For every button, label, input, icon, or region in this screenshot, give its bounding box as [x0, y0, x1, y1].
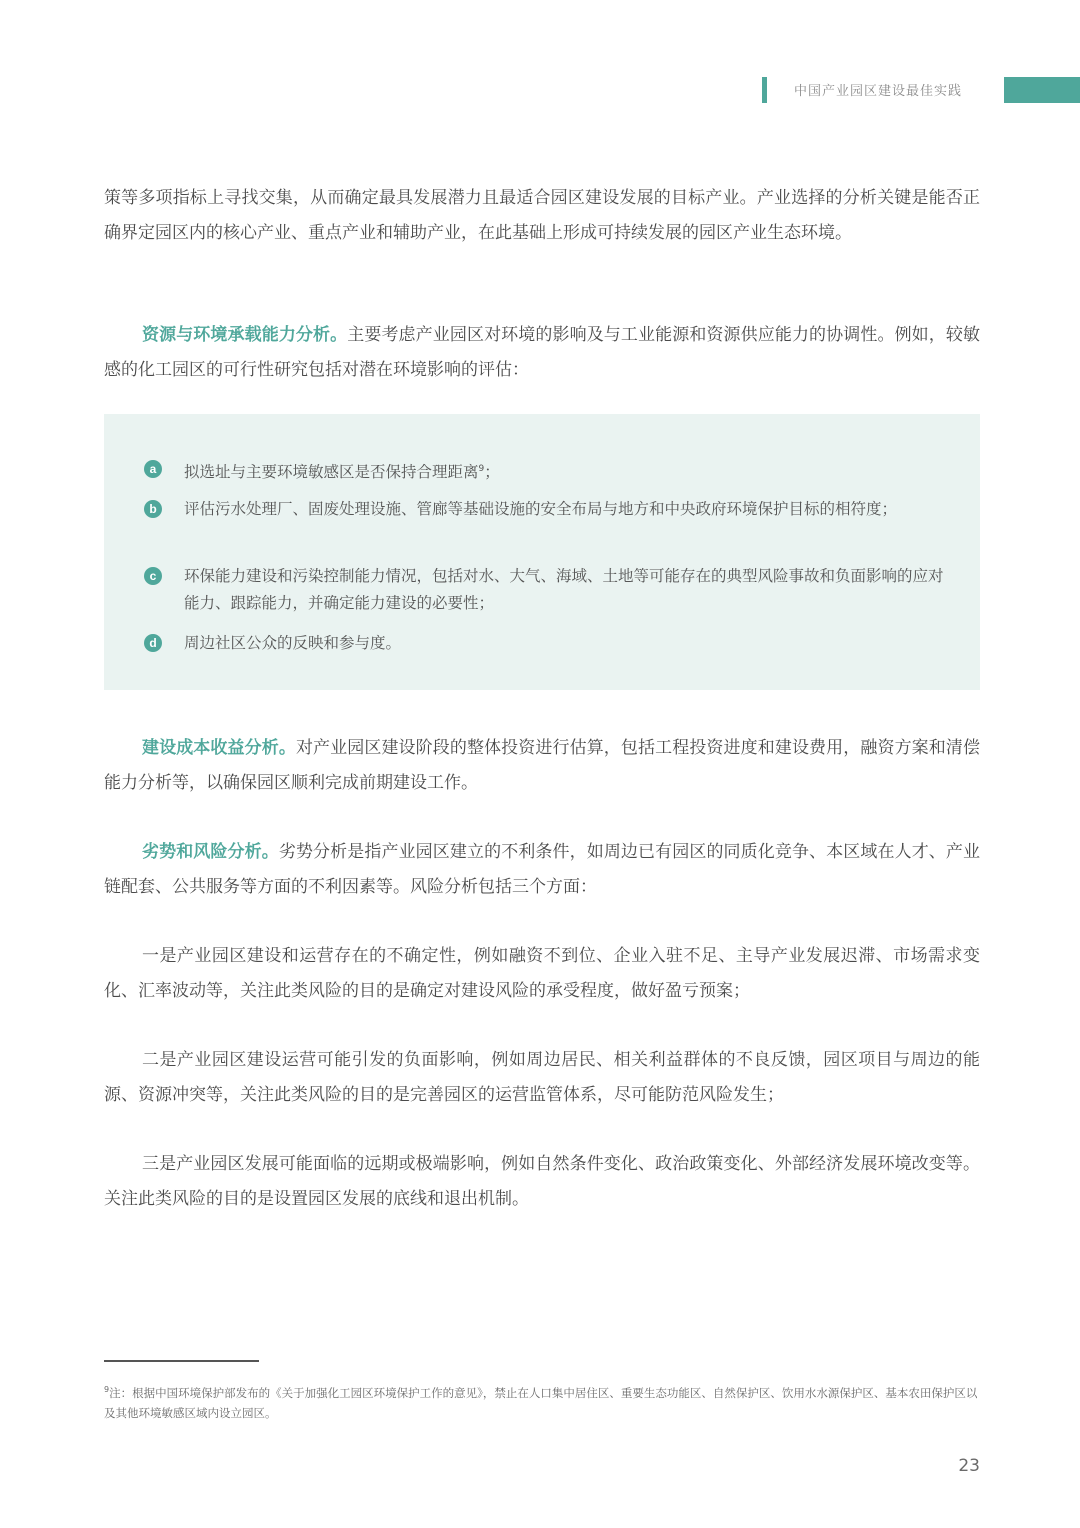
cost-heading: 建设成本收益分析。	[142, 738, 296, 758]
resources-text: 主要考虑产业园区对环境的影响及与工业能源和资源供应能力的协调性。例如，较敏感的化工园区的可行性研究包括对潜在环境影响的评估：	[104, 325, 980, 380]
footnote-marker: 9	[104, 1385, 110, 1394]
risk-point-3: 三是产业园区发展可能面临的远期或极端影响，例如自然条件变化、政治政策变化、外部经济发展环境改变等。关注此类风险的目的是设置园区发展的底线和退出机制。	[104, 1154, 980, 1209]
risk-text: 劣势分析是指产业园区建立的不利条件，如周边已有园区的同质化竞争、本区域在人才、产业链配套、公共服务等方面的不利因素等。风险分析包括三个方面：	[104, 842, 981, 897]
callout-item-a-text: 拟选址与主要环境敏感区是否保持合理距离	[184, 463, 479, 482]
cost-text: 对产业园区建设阶段的整体投资进行估算，包括工程投资进度和建设费用，融资方案和清偿能力分析等，以确保园区顺利完成前期建设工作。	[104, 738, 980, 793]
callout-item-a-suffix: ；	[484, 463, 500, 482]
risk-point-2: 二是产业园区建设运营可能引发的负面影响，例如周边居民、相关利益群体的不良反馈，园区项目与周边的能源、资源冲突等，关注此类风险的目的是完善园区的运营监管体系，尽可能防范风险发生；	[104, 1050, 980, 1105]
header-accent-bar	[762, 77, 767, 103]
running-header-title: 中国产业园区建设最佳实践	[794, 84, 963, 99]
risk-point-1: 一是产业园区建设和运营存在的不确定性，例如融资不到位、企业入驻不足、主导产业发展迟滞、市场需求变化、汇率波动等，关注此类风险的目的是确定对建设风险的承受程度，做好盈亏预案；	[104, 946, 980, 1001]
callout-item-text	[184, 456, 944, 486]
callout-item-text: 环保能力建设和污染控制能力情况，包括对水、大气、海域、土地等可能存在的典型风险事故和负面影响的应对能力、跟踪能力，并确定能力建设的必要性；	[184, 567, 944, 612]
cost-paragraph	[104, 731, 980, 801]
footnote-divider	[104, 1360, 259, 1362]
footnote	[104, 1380, 980, 1423]
header-accent-tab	[1004, 77, 1080, 103]
footnote-text: 注：根据中国环境保护部发布的《关于加强化工园区环境保护工作的意见》，禁止在人口集中居住区、重要生态功能区、自然保护区、饮用水水源保护区、基本农田保护区以及其他环境敏感区域内设立园区。	[104, 1385, 978, 1420]
intro-text: 策等多项指标上寻找交集，从而确定最具发展潜力且最适合园区建设发展的目标产业。产业选择的分析关键是能否正确界定园区内的核心产业、重点产业和辅助产业，在此基础上形成可持续发展的园区产业生态环境。	[104, 188, 980, 243]
risk-paragraph	[104, 835, 980, 905]
page-number: 23	[958, 1456, 980, 1476]
badge-d-icon: d	[144, 634, 162, 652]
badge-a-icon: a	[144, 460, 162, 478]
intro-paragraph	[104, 181, 980, 251]
badge-c-icon: c	[144, 567, 162, 585]
badge-b-icon: b	[144, 500, 162, 518]
callout-item-text: 周边社区公众的反映和参与度。	[184, 634, 402, 652]
risk-heading: 劣势和风险分析。	[142, 842, 279, 862]
footnote-ref: 9	[478, 464, 485, 474]
assessment-callout-box	[104, 414, 980, 690]
callout-item-text: 评估污水处理厂、固废处理设施、管廊等基础设施的安全布局与地方和中央政府环境保护目标的相符度；	[184, 500, 898, 518]
resources-heading: 资源与环境承载能力分析。	[142, 325, 348, 345]
resources-paragraph	[104, 318, 980, 388]
